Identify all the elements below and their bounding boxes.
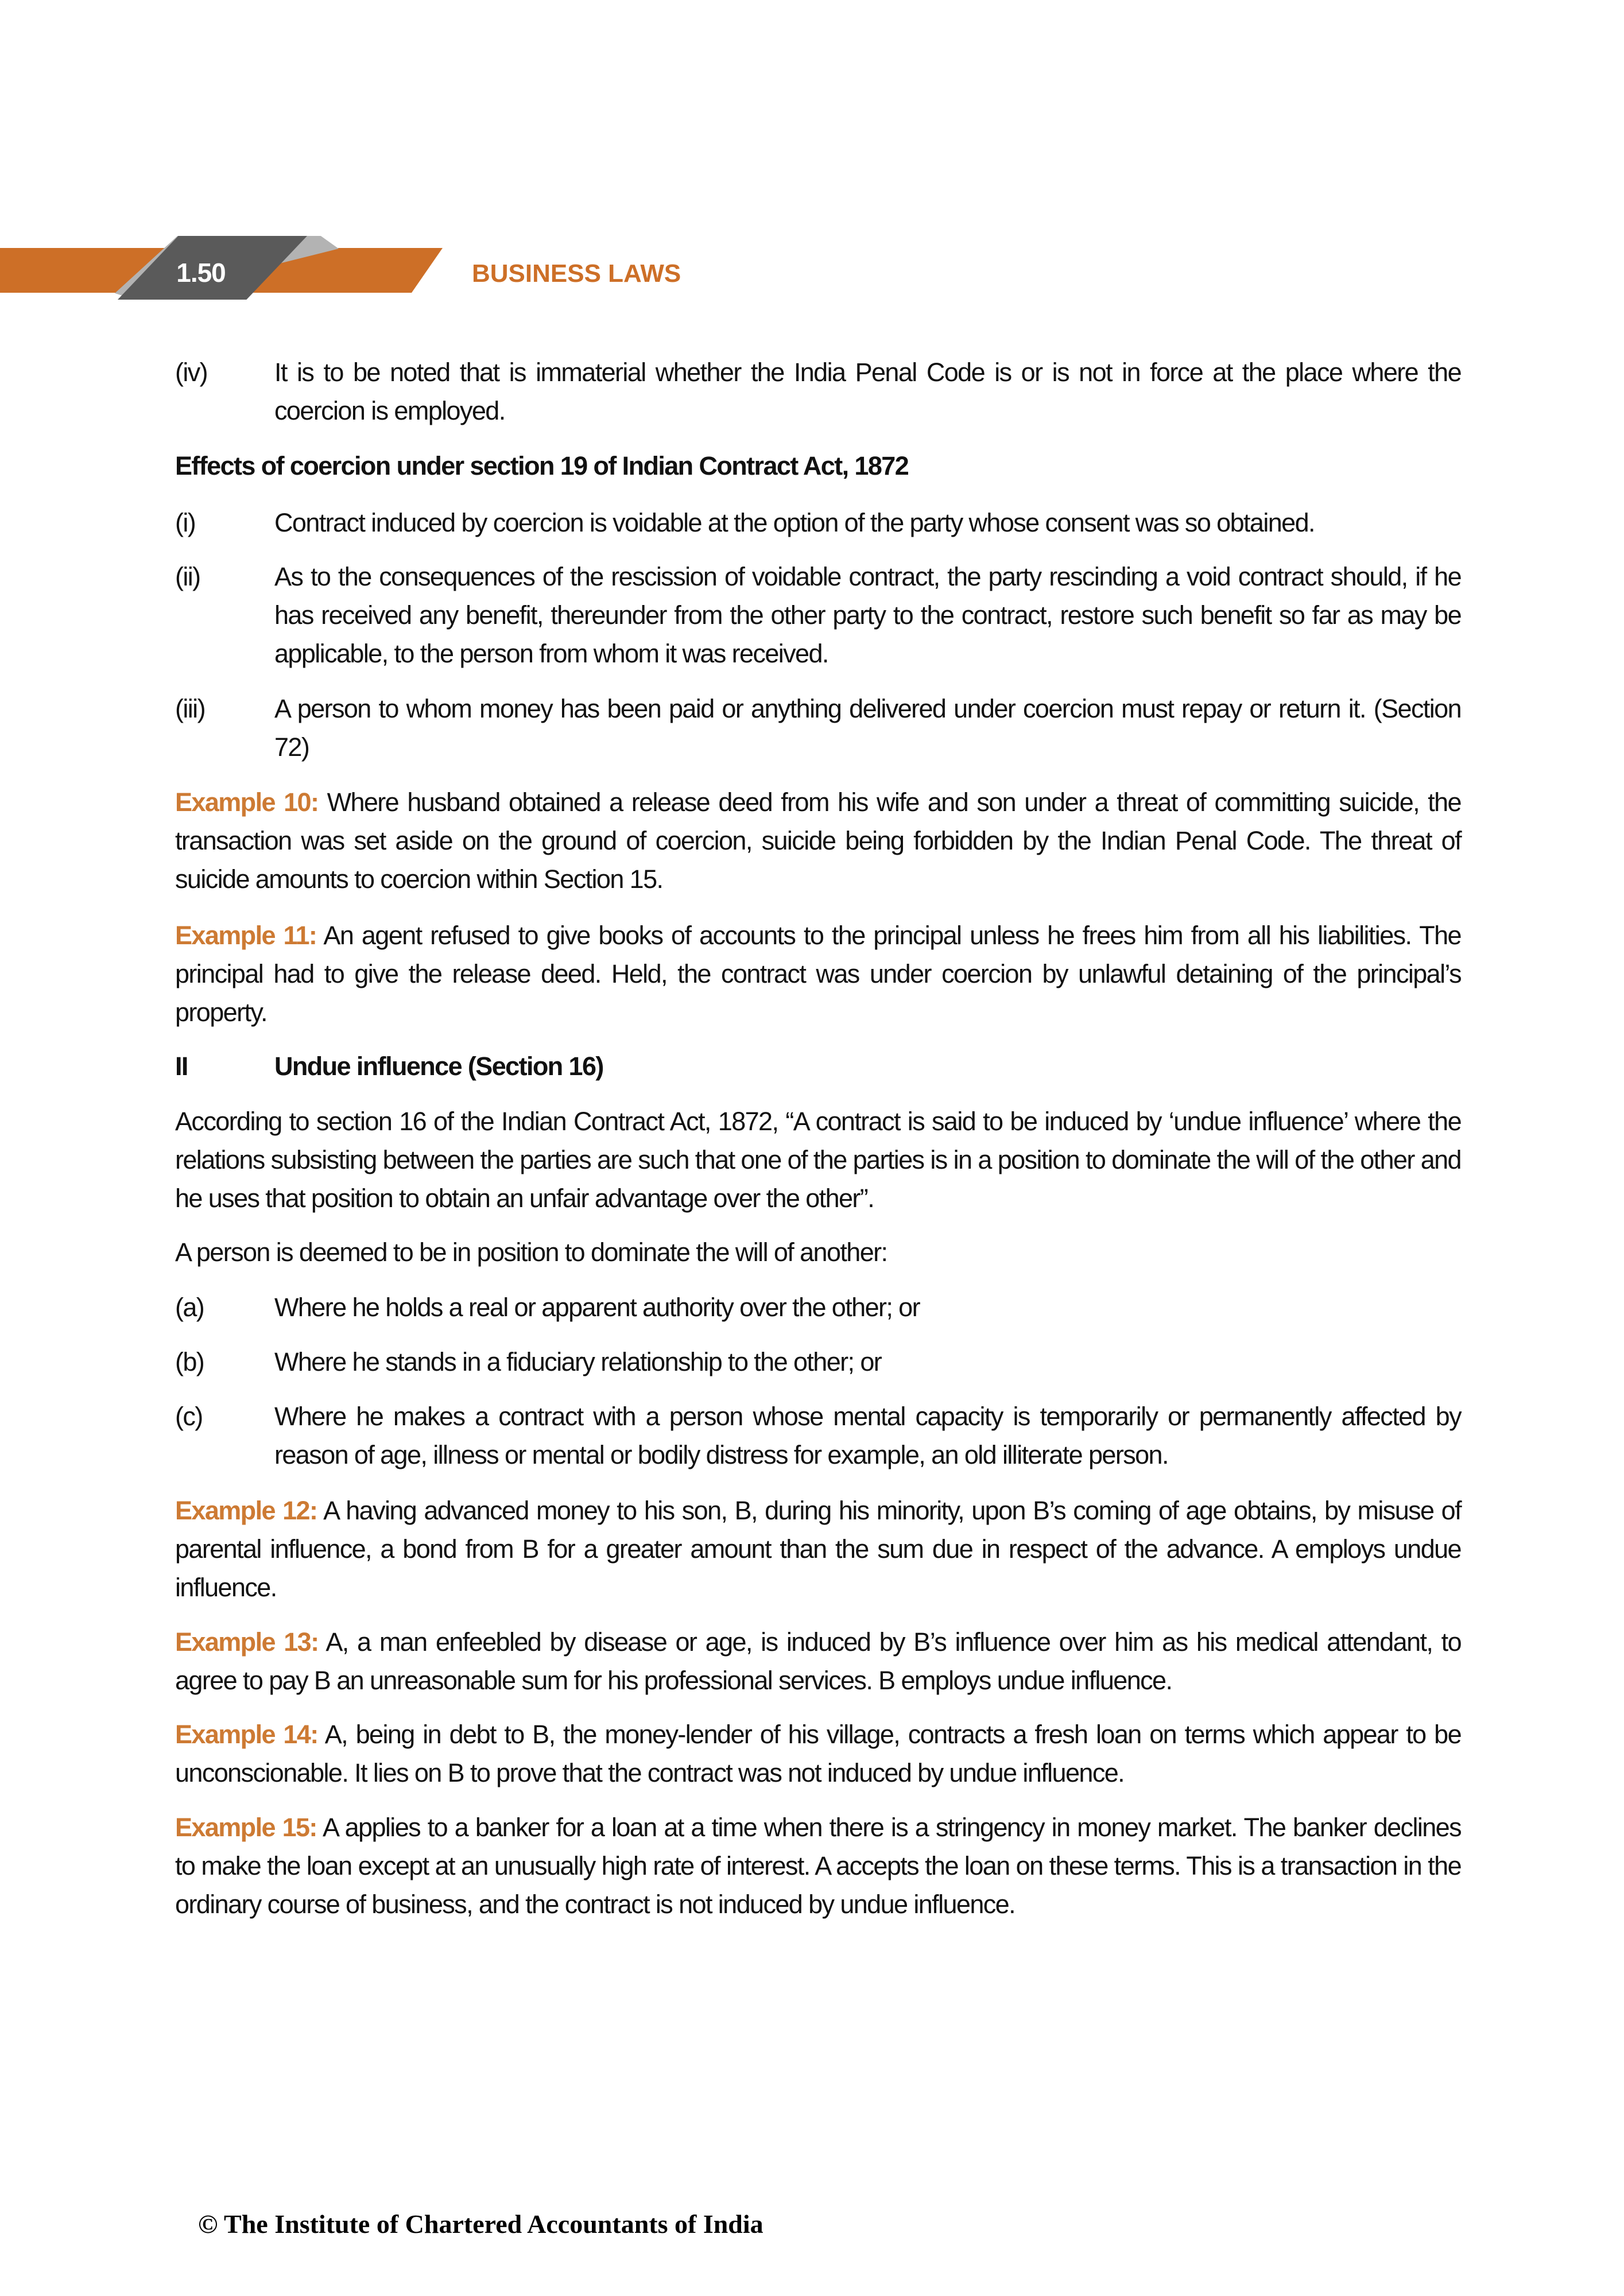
example-text: A applies to a banker for a loan at a time when there is a stringency in money market. The banker declines to make the loan except at an unusually high rate of interest. A accepts the loan on these terms. This is a transaction in the ordinary course of business, and the contract is not induced by undue influence. bbox=[175, 1813, 1462, 1919]
example-label: Example 12: bbox=[175, 1496, 317, 1525]
list-marker: (iii) bbox=[175, 694, 205, 723]
list-item-iv bbox=[175, 353, 1461, 430]
section-title: Undue influence (Section 16) bbox=[274, 1052, 603, 1081]
dominate-item-a bbox=[175, 1288, 1461, 1327]
page-number: 1.50 bbox=[176, 258, 226, 288]
example-label: Example 11: bbox=[175, 921, 317, 950]
example-label: Example 13: bbox=[175, 1627, 319, 1657]
list-marker: (i) bbox=[175, 508, 196, 537]
example-text: Where husband obtained a release deed from his wife and son under a threat of committing suicide, the transaction was set aside on the ground of coercion, suicide being forbidden by the Indian Penal Code. The threat of suicide amounts to coercion within Section 15. bbox=[175, 788, 1461, 894]
footer-copyright: © The Institute of Chartered Accountants of India bbox=[198, 2209, 763, 2239]
example-label: Example 14: bbox=[175, 1720, 318, 1749]
dominate-item-c bbox=[175, 1397, 1461, 1474]
list-marker: (c) bbox=[175, 1402, 203, 1431]
list-marker: (iv) bbox=[175, 358, 208, 387]
list-text: Where he holds a real or apparent authority over the other; or bbox=[274, 1293, 920, 1322]
list-marker: (b) bbox=[175, 1347, 204, 1376]
effects-item-ii bbox=[175, 557, 1461, 673]
list-text: As to the consequences of the rescission of voidable contract, the party rescinding a void contract should, if he has received any benefit, thereunder from the other party to the contract, restore such benefit so far as may be applicable, to the person from whom it was received. bbox=[274, 562, 1461, 668]
example-text: A, a man enfeebled by disease or age, is induced by B’s influence over him as his medical attendant, to agree to pay B an unreasonable sum for his professional services. B employs undue influence. bbox=[175, 1627, 1462, 1695]
example-10 bbox=[175, 783, 1461, 898]
example-text: A having advanced money to his son, B, during his minority, upon B’s coming of age obtains, by misuse of parental influence, a bond from B for a greater amount than the sum due in respect of the advance. A employs undue influence. bbox=[175, 1496, 1462, 1602]
section-marker: II bbox=[175, 1052, 188, 1081]
dominate-intro: A person is deemed to be in position to dominate the will of another: bbox=[175, 1238, 887, 1267]
example-11 bbox=[175, 916, 1461, 1031]
effects-heading: Effects of coercion under section 19 of Indian Contract Act, 1872 bbox=[175, 451, 909, 480]
example-15 bbox=[175, 1808, 1461, 1923]
example-13 bbox=[175, 1623, 1461, 1700]
list-marker: (a) bbox=[175, 1293, 204, 1322]
section-ii-heading bbox=[175, 1047, 1461, 1085]
undue-influence-definition: According to section 16 of the Indian Contract Act, 1872, “A contract is said to be induced by ‘undue influence’ where the relations subsisting between the parties are such that one of the parties is in a position to dominate the will of the other and he uses that position to obtain an unfair advantage over the other”. bbox=[175, 1107, 1461, 1213]
list-text: It is to be noted that is immaterial whether the India Penal Code is or is not in force at the place where the coercion is employed. bbox=[274, 358, 1461, 425]
list-text: A person to whom money has been paid or anything delivered under coercion must repay or return it. (Section 72) bbox=[274, 694, 1461, 762]
effects-item-iii bbox=[175, 689, 1461, 766]
example-14 bbox=[175, 1715, 1461, 1792]
example-12 bbox=[175, 1491, 1461, 1607]
list-text: Contract induced by coercion is voidable at the option of the party whose consent was so obtained. bbox=[274, 508, 1315, 537]
example-label: Example 15: bbox=[175, 1813, 317, 1842]
example-text: A, being in debt to B, the money-lender of his village, contracts a fresh loan on terms which appear to be unconscionable. It lies on B to prove that the contract was not induced by undue influence. bbox=[175, 1720, 1462, 1787]
book-title: BUSINESS LAWS bbox=[472, 259, 681, 288]
list-text: Where he stands in a fiduciary relationship to the other; or bbox=[274, 1347, 882, 1376]
list-marker: (ii) bbox=[175, 562, 200, 591]
example-label: Example 10: bbox=[175, 788, 319, 817]
dominate-item-b bbox=[175, 1343, 1461, 1381]
list-text: Where he makes a contract with a person whose mental capacity is temporarily or permanently affected by reason of age, illness or mental or bodily distress for example, an old illiterate person. bbox=[274, 1402, 1461, 1469]
effects-item-i bbox=[175, 503, 1461, 542]
example-text: An agent refused to give books of accounts to the principal unless he frees him from all his liabilities. The principal had to give the release deed. Held, the contract was under coercion by unlawful detaining of the principal’s property. bbox=[175, 921, 1461, 1027]
